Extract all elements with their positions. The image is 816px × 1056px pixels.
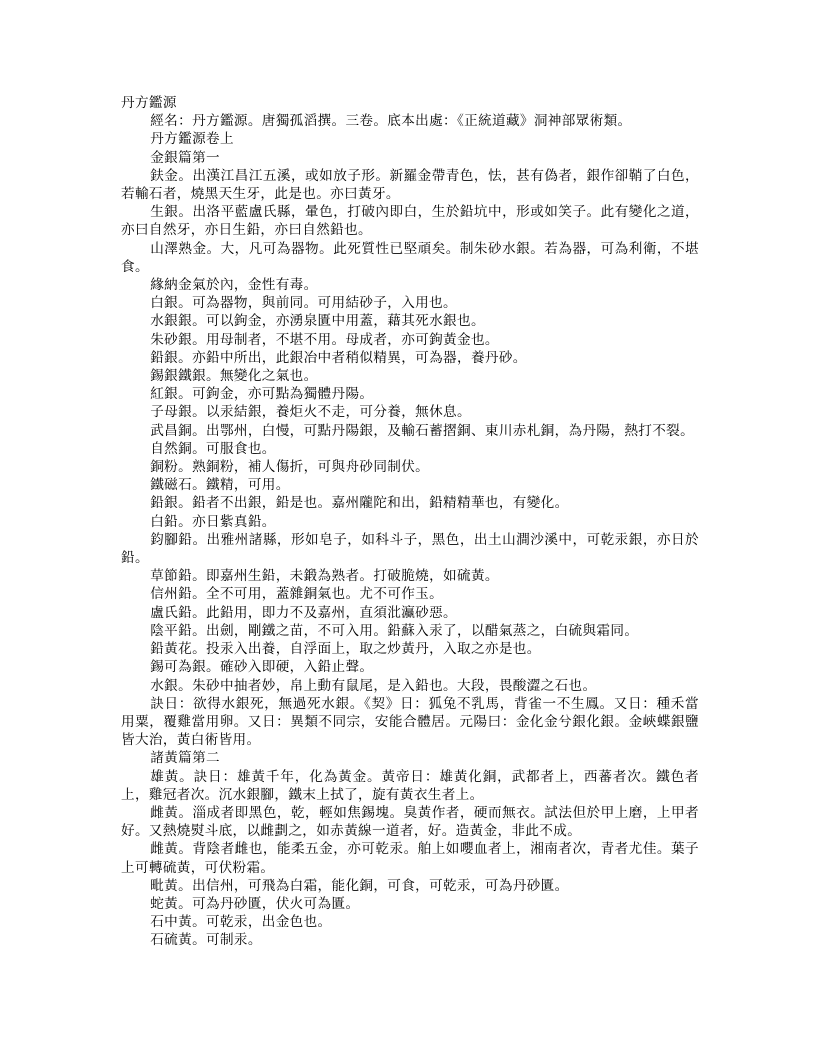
paragraph: 雌黃。淄成者即黑色，乾，輕如焦錫塊。臭黃作者，硬而無衣。試法但於甲上磨，上甲者好。又熱燒熨斗底，以雌劃之，如赤黃線一道者，好。造黃金，非此不成。 — [121, 804, 699, 840]
paragraph: 陰平鉛。出劍，剛鐵之苗，不可入用。鉛蘇入汞了，以醋氣蒸之，白硫與霜同。 — [150, 622, 639, 639]
document-page — [121, 94, 699, 950]
paragraph: 雄黃。訣日：雄黃千年，化為黃金。黃帝日：雄黃化銅，武都者上，西蕃者次。鐵色者上，雞冠者次。沉水銀腳，鐵末上拭了，旋有黃衣生者上。 — [121, 768, 699, 803]
paragraph: 錫可為銀。確砂入即硬，入鉛止聲。 — [150, 659, 374, 676]
paragraph: 武昌銅。出鄂州，白慢，可點丹陽銀，及輸石蓄摺銅、東川赤札銅，為丹陽，熱打不裂。 — [150, 422, 695, 439]
document-meta: 經名：丹方鑑源。唐獨孤滔撰。三卷。底本出處：《正統道藏》洞神部眾術類。 — [150, 113, 632, 130]
paragraph: 銅粉。熟銅粉，補人傷折，可與舟砂同制伏。 — [150, 459, 430, 476]
paragraph: 鈇金。出漢江昌江五溪，或如放子形。新羅金帶青色，怯，甚有偽者，銀作卻鞘了白色，若輸石者，燒黑天生牙，此是也。亦曰黃牙。 — [121, 167, 699, 203]
volume-title: 丹方鑑源卷上 — [150, 131, 234, 148]
paragraph: 紅銀。可鉤金，亦可點為獨體丹陽。 — [150, 386, 374, 403]
paragraph: 盧氏鉛。此鉛用，即力不及嘉州，直須沘灜砂惡。 — [150, 604, 457, 621]
paragraph: 白鉛。亦日紫真鉛。 — [150, 513, 276, 530]
paragraph: 信州鉛。全不可用，蓋雜銅氣也。尤不可作玉。 — [150, 586, 444, 603]
paragraph: 毗黃。出信州，可飛為白霜，能化銅，可食，可乾汞，可為丹砂匱。 — [150, 877, 569, 894]
paragraph: 鉛銀。鉛者不出銀，鉛是也。嘉州隴陀和出，鉛精精華也，有變化。 — [150, 495, 569, 512]
paragraph: 水銀。朱砂中抽者妙，帛上動有鼠尾，是入鉛也。大段，畏酸澀之石也。 — [150, 677, 597, 694]
section-heading: 諸黃篇第二 — [150, 750, 220, 767]
paragraph: 鉛黃花。投汞入出養，自浮面上，取之炒黃丹，入取之亦是也。 — [150, 641, 541, 658]
paragraph: 訣日：欲得水銀死，無過死水銀。《契》日：狐兔不乳馬，背雀一不生鳳。又日：種禾當用粟，覆雞當用卵。又日：異類不同宗，安能合體居。元陽曰：金化金兮銀化銀。金峽蝶銀鹽皆大治，黃白術皆用。 — [121, 695, 699, 749]
paragraph: 錫銀鐵銀。無變化之氣也。 — [150, 368, 318, 385]
paragraph: 子母銀。以汞結銀，養炬火不走，可分養，無休息。 — [150, 404, 471, 421]
section-heading: 金銀篇第一 — [150, 149, 220, 166]
paragraph: 自然銅。可服食也。 — [150, 440, 276, 457]
paragraph: 蛇黃。可為丹砂匱，伏火可為匱。 — [150, 895, 360, 912]
paragraph: 生銀。出洛平藍盧氏縣，暈色，打破內即白，生於鉛坑中，形或如笑子。此有變化之道，亦曰自然牙，亦日生鉛，亦曰自然鉛也。 — [121, 204, 699, 239]
paragraph: 草節鉛。即嘉州生鉛，未鍛為熟者。打破脆燒，如硫黃。 — [150, 568, 499, 585]
paragraph: 白銀。可為器物，與前同。可用結砂子，入用也。 — [150, 295, 457, 312]
paragraph: 鈞腳鉛。出雅州諸縣，形如皂子，如科斗子，黑色，出土山澗沙溪中，可乾汞銀，亦日於鉛。 — [121, 531, 699, 567]
paragraph: 水銀銀。可以鉤金，亦湧泉匱中用蓋，藉其死水銀也。 — [150, 313, 485, 330]
paragraph: 雌黃。背陰者雌也，能柔五金，亦可乾汞。舶上如嚶血者上，湘南者次，青者尤佳。葉子上可轉硫黃，可伏粉霜。 — [121, 841, 699, 876]
paragraph: 石中黃。可乾汞，出金色也。 — [150, 914, 332, 931]
document-title: 丹方鑑源 — [121, 95, 177, 111]
paragraph: 石硫黃。可制汞。 — [150, 932, 262, 949]
paragraph: 山澤熟金。大，凡可為器物。此死質性已堅頑矣。制朱砂水銀。若為器，可為利衛，不堪食。 — [121, 240, 699, 275]
paragraph: 朱砂銀。用母制者，不堪不用。母成者，亦可鉤黃金也。 — [150, 331, 499, 348]
paragraph: 鐵磁石。鐵精，可用。 — [150, 477, 290, 494]
paragraph: 鉛銀。亦鉛中所出，此銀冶中者稍似精異，可為器，養丹砂。 — [150, 349, 527, 366]
paragraph: 緣納金氣於內，金性有毒。 — [150, 277, 318, 294]
